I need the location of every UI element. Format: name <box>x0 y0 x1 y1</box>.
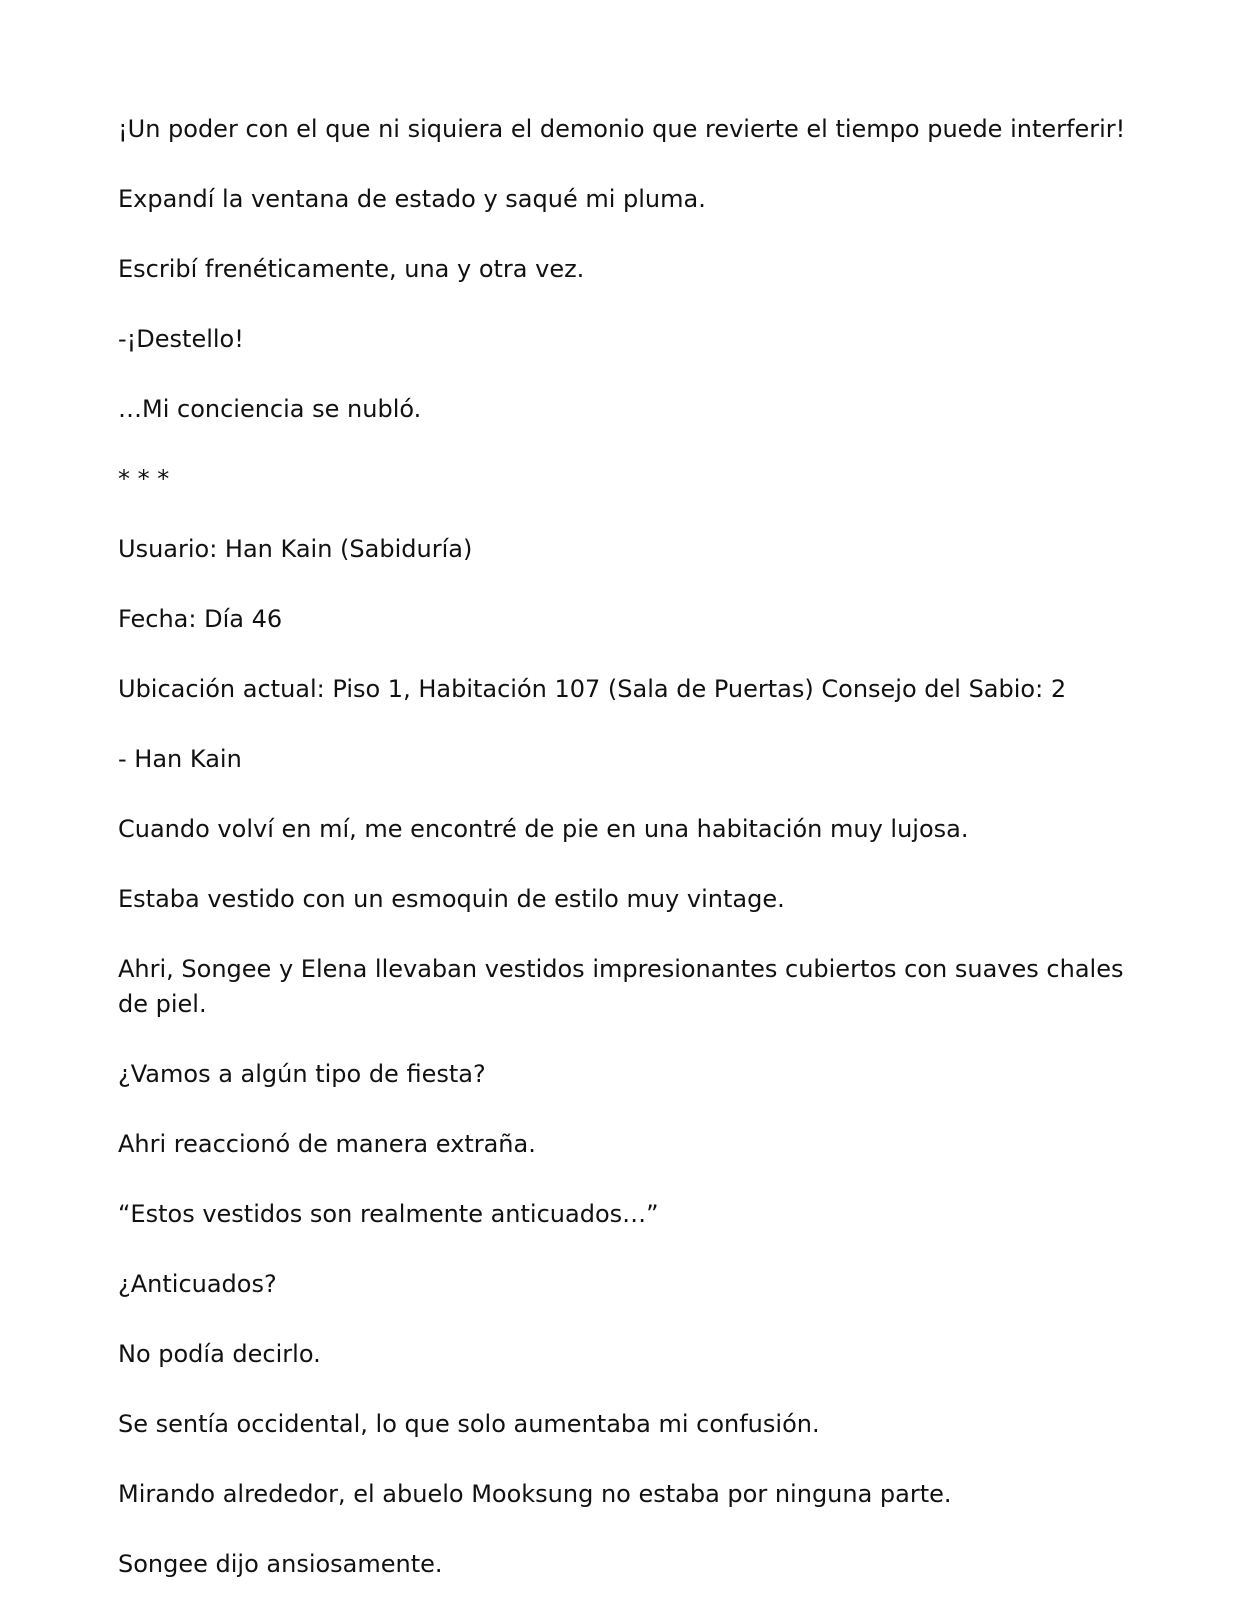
paragraph: -¡Destello! <box>118 325 244 353</box>
paragraph: Ahri reaccionó de manera extraña. <box>118 1130 536 1158</box>
paragraph: Estaba vestido con un esmoquin de estilo muy vintage. <box>118 885 785 913</box>
paragraph: Ahri, Songee y Elena llevaban vestidos impresionantes cubiertos con suaves chales de piel. <box>118 955 1124 1018</box>
paragraph: ¿Anticuados? <box>118 1270 277 1298</box>
paragraph: …Mi conciencia se nubló. <box>118 395 422 423</box>
paragraph: ¿Vamos a algún tipo de fiesta? <box>118 1060 486 1088</box>
status-date: Fecha: Día 46 <box>118 605 283 633</box>
status-location: Ubicación actual: Piso 1, Habitación 107 (Sala de Puertas) Consejo del Sabio: 2 <box>118 675 1067 703</box>
paragraph: ¡Un poder con el que ni siquiera el demonio que revierte el tiempo puede interferir! <box>118 115 1126 143</box>
paragraph: Escribí frenéticamente, una y otra vez. <box>118 255 585 283</box>
document-body <box>118 112 1130 1617</box>
status-signature: - Han Kain <box>118 745 242 773</box>
status-user: Usuario: Han Kain (Sabiduría) <box>118 535 473 563</box>
paragraph: Se sentía occidental, lo que solo aumentaba mi confusión. <box>118 1410 820 1438</box>
dialogue-line: “Estos vestidos son realmente anticuados…” <box>118 1200 659 1228</box>
paragraph: Expandí la ventana de estado y saqué mi pluma. <box>118 185 706 213</box>
paragraph: No podía decirlo. <box>118 1340 321 1368</box>
scene-break: * * * <box>118 465 170 493</box>
paragraph: Cuando volví en mí, me encontré de pie en una habitación muy lujosa. <box>118 815 969 843</box>
paragraph: Songee dijo ansiosamente. <box>118 1550 443 1578</box>
paragraph: Mirando alrededor, el abuelo Mooksung no estaba por ninguna parte. <box>118 1480 952 1508</box>
